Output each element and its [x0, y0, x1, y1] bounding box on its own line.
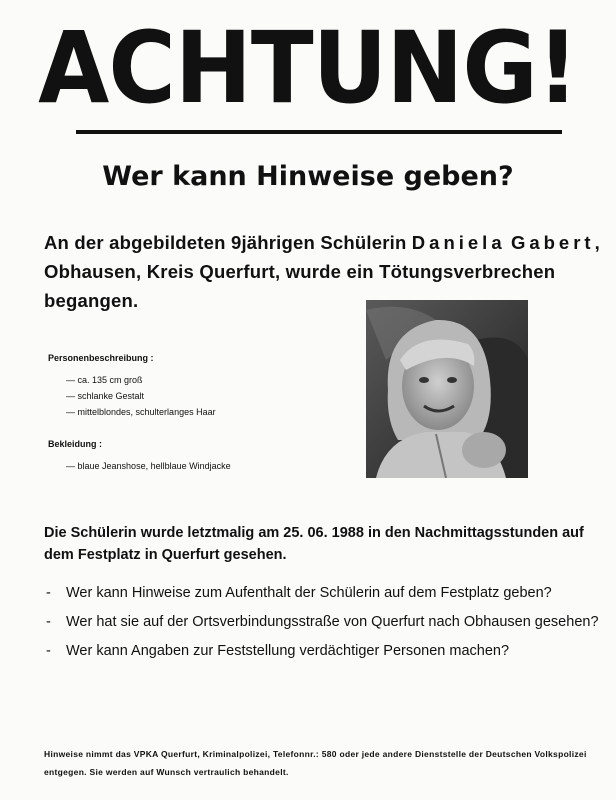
portrait-photo-icon	[366, 300, 528, 478]
intro-text-before: An der abgebildeten 9jährigen Schülerin	[44, 232, 412, 253]
victim-last-name: Gabert	[510, 232, 595, 253]
poster-subheadline: Wer kann Hinweise geben?	[102, 161, 514, 192]
headline-underline	[76, 130, 562, 134]
footer-note: Hinweise nimmt das VPKA Querfurt, Kriminalpolizei, Telefonnr.: 580 oder jede andere Dienststelle der Deutschen Volkspolizei entgegen. Sie werden auf Wunsch vertraulich behandelt.	[44, 749, 587, 777]
description-list	[66, 372, 216, 420]
description-item: — mittelblondes, schulterlanges Haar	[66, 404, 216, 420]
portrait-photo	[366, 300, 528, 478]
question-item: - Wer hat sie auf der Ortsverbindungsstraße von Querfurt nach Obhausen gesehen?	[44, 611, 604, 633]
intro-text-after: , Obhausen, Kreis Querfurt, wurde ein Tötungsverbrechen begangen.	[44, 232, 600, 311]
last-seen-paragraph: Die Schülerin wurde letztmalig am 25. 06. 1988 in den Nachmittagsstunden auf dem Festplatz in Querfurt gesehen.	[44, 525, 584, 563]
poster-headline: ACHTUNG!	[38, 10, 578, 126]
description-item: — ca. 135 cm groß	[66, 372, 216, 388]
description-label: Personenbeschreibung :	[48, 353, 154, 363]
clothing-item: — blaue Jeanshose, hellblaue Windjacke	[66, 458, 231, 474]
question-item: - Wer kann Angaben zur Feststellung verdächtiger Personen machen?	[44, 640, 604, 662]
victim-first-name: Daniela	[411, 232, 506, 253]
questions-list	[44, 582, 604, 669]
question-item: - Wer kann Hinweise zum Aufenthalt der Schülerin auf dem Festplatz geben?	[44, 582, 604, 604]
clothing-label: Bekleidung :	[48, 439, 103, 449]
clothing-list	[66, 458, 231, 474]
description-item: — schlanke Gestalt	[66, 388, 216, 404]
